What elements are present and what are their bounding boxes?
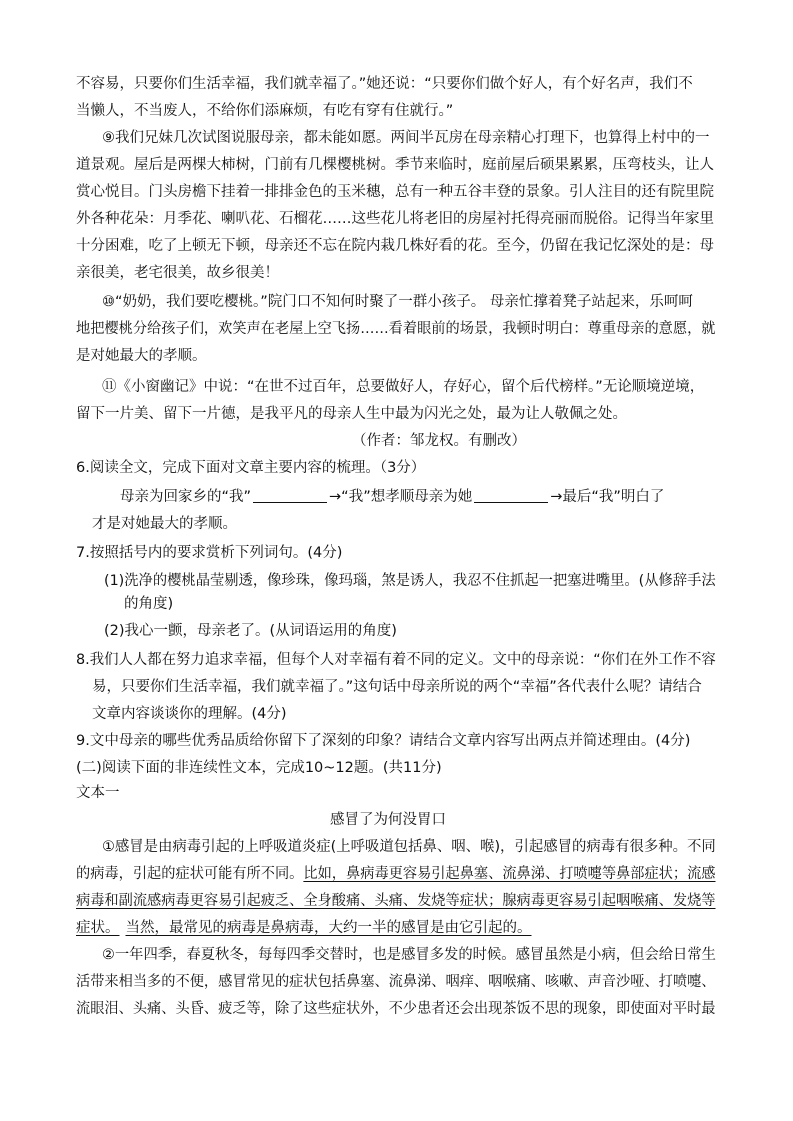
question-6-part-a: 母亲为回家乡的“我” [120,489,252,505]
paragraph-9-line-1: ⑨我们兄妹几次试图说服母亲，都未能如愿。两间半瓦房在母亲精心打理下，也算得上村中的一 [102,130,710,146]
question-7: 7.按照括号内的要求赏析下列词句。(4分) [76,545,343,561]
question-6-prompt-end: 才是对她最大的孝顺。 [92,516,237,532]
question-9: 9.文中母亲的哪些优秀品质给你留下了深刻的印象？请结合文章内容写出两点并简述理由。(4分) [76,733,691,749]
answer-blank-2[interactable] [474,488,548,503]
question-8-line-2: 易，只要你们生活幸福，我们就幸福了。”这句话中母亲所说的两个“幸福”各代表什么呢？请结合 [92,679,702,695]
question-7-item-2: (2)我心一颤，母亲老了。(从词语运用的角度) [104,623,397,639]
text-1-label: 文本一 [76,785,120,801]
underlined-sentence-end: 症状。 [76,920,120,936]
paragraph-9-line-5: 十分困难，吃了上顿无下顿，母亲还不忘在院内栽几株好看的花。至今，仍留在我记忆深处的是：母 [76,238,714,254]
paragraph-9-line-3: 赏心悦目。门头房檐下挂着一排排金色的玉米穗，总有一种五谷丰登的景象。引人注目的还有院里院 [76,184,714,200]
paragraph-9-line-4: 外各种花朵：月季花、喇叭花、石榴花……这些花儿将老旧的房屋衬托得亮丽而脱俗。记得当年家里 [76,211,714,227]
paragraph-10-line-3: 是对她最大的孝顺。 [76,348,207,364]
paragraph-8-line-2: 当懒人，不当废人，不给你们添麻烦，有吃有穿有住就行。” [76,103,454,119]
author-note: （作者：邹龙权。有删改） [352,433,526,449]
paragraph-11-line-1: ⑪《小窗幽记》中说：“在世不过百年，总要做好人，存好心，留个后代榜样。”无论顺境逆境， [102,379,705,395]
paragraph-8-line-1: 不容易，只要你们生活幸福，我们就幸福了。”她还说：“只要你们做个好人，有个好名声，我们不 [76,76,693,92]
question-6-part-b: →“我”想孝顺母亲为她 [329,489,473,505]
underlined-sentence: 比如，鼻病毒更容易引起鼻塞、流鼻涕、打喷嚏等鼻部症状；流感 [303,866,716,882]
article-para-2-line-3: 流眼泪、头痛、头昏、疲乏等，除了这些症状外，不少患者还会出现茶饭不思的现象，即使面对平时最 [76,1001,716,1017]
paragraph-10-line-2: 地把樱桃分给孩子们，欢笑声在老屋上空飞扬……看着眼前的场景，我顿时明白：尊重母亲的意愿，就 [76,321,716,337]
question-6: 6.阅读全文，完成下面对文章主要内容的梳理。（3分） [76,460,426,476]
underlined-sentence-2: 当然，最常见的病毒是鼻病毒，大约一半的感冒是由它引起的。 [125,920,532,936]
question-8-line-1: 8.我们人人都在努力追求幸福，但每个人对幸福有着不同的定义。文中的母亲说：“你们在外工作不容 [76,652,716,668]
question-7-item-1-note: 的角度) [124,596,174,612]
article-para-2-line-2: 活带来相当多的不便，感冒常见的症状包括鼻塞、流鼻涕、咽痒、咽喉痛、咳嗽、声音沙哑、打喷嚏、 [76,974,716,990]
paragraph-10-line-1: ⑩“奶奶，我们要吃樱桃。”院门口不知何时聚了一群小孩子。 母亲忙撑着凳子站起来，乐呵呵 [102,294,693,310]
article-para-1-line-2-plain: 的病毒，引起的症状可能有所不同。 [76,866,304,882]
article-para-1-line-1: ①感冒是由病毒引起的上呼吸道炎症(上呼吸道包括鼻、咽、喉)，引起感冒的病毒有很多种。不同 [102,839,716,855]
article-para-1-line-4 [76,918,532,938]
paragraph-11-line-2: 留下一片美、留下一片德，是我平凡的母亲人生中最为闪光之处，最为让人敬佩之处。 [76,406,627,422]
question-8-line-3: 文章内容谈谈你的理解。(4分) [92,706,287,722]
question-6-prompt [120,487,664,507]
section-2-heading: (二)阅读下面的非连续性文本，完成10~12题。(共11分) [76,760,442,776]
paragraph-9-line-6: 亲很美，老宅很美，故乡很美！ [76,265,279,281]
article-title: 感冒了为何没胃口 [330,812,446,828]
article-para-2-line-1: ②一年四季，春夏秋冬，每每四季交替时，也是感冒多发的时候。感冒虽然是小病，但会给日常生 [102,947,716,963]
paragraph-9-line-2: 道景观。屋后是两棵大柿树，门前有几棵樱桃树。季节来临时，庭前屋后硕果累累，压弯枝头，让人 [76,157,714,173]
article-para-1-line-2 [76,864,716,884]
article-para-1-line-3: 病毒和副流感病毒更容易引起疲乏、全身酸痛、头痛、发烧等症状；腺病毒更容易引起咽喉痛、发烧等 [76,893,716,909]
answer-blank-1[interactable] [253,488,327,503]
question-6-part-c: →最后“我”明白了 [550,489,665,505]
question-7-item-1: (1)洗净的樱桃晶莹剔透，像珍珠，像玛瑙，煞是诱人，我忍不住抓起一把塞进嘴里。(从修辞手法 [104,573,716,589]
